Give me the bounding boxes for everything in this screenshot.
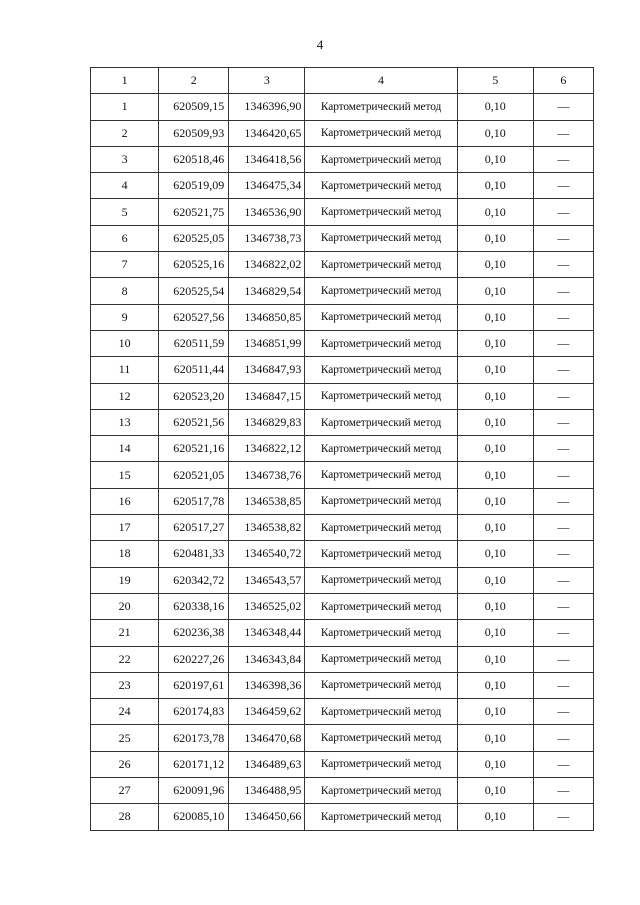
point-number-cell: 9 xyxy=(91,304,159,330)
description-cell: — xyxy=(533,567,593,593)
x-coordinate-cell: 620227,26 xyxy=(159,646,229,672)
method-cell: Картометрический метод xyxy=(305,462,457,488)
point-number-cell: 18 xyxy=(91,541,159,567)
description-cell: — xyxy=(533,357,593,383)
x-coordinate-cell: 620085,10 xyxy=(159,804,229,830)
point-number-cell: 8 xyxy=(91,278,159,304)
accuracy-cell: 0,10 xyxy=(457,646,533,672)
point-number-cell: 16 xyxy=(91,488,159,514)
description-cell: — xyxy=(533,751,593,777)
description-cell: — xyxy=(533,383,593,409)
column-header: 6 xyxy=(533,68,593,94)
y-coordinate-cell: 1346348,44 xyxy=(229,620,305,646)
method-cell: Картометрический метод xyxy=(305,672,457,698)
description-cell: — xyxy=(533,199,593,225)
y-coordinate-cell: 1346847,15 xyxy=(229,383,305,409)
x-coordinate-cell: 620521,75 xyxy=(159,199,229,225)
page-number: 4 xyxy=(316,37,324,52)
method-cell: Картометрический метод xyxy=(305,778,457,804)
description-cell: — xyxy=(533,646,593,672)
table-row xyxy=(91,409,594,435)
accuracy-cell: 0,10 xyxy=(457,567,533,593)
x-coordinate-cell: 620481,33 xyxy=(159,541,229,567)
point-number-cell: 13 xyxy=(91,409,159,435)
x-coordinate-cell: 620521,05 xyxy=(159,462,229,488)
accuracy-cell: 0,10 xyxy=(457,409,533,435)
accuracy-cell: 0,10 xyxy=(457,488,533,514)
description-cell: — xyxy=(533,409,593,435)
x-coordinate-cell: 620091,96 xyxy=(159,778,229,804)
accuracy-cell: 0,10 xyxy=(457,199,533,225)
x-coordinate-cell: 620236,38 xyxy=(159,620,229,646)
description-cell: — xyxy=(533,120,593,146)
y-coordinate-cell: 1346459,62 xyxy=(229,699,305,725)
y-coordinate-cell: 1346538,85 xyxy=(229,488,305,514)
point-number-cell: 7 xyxy=(91,252,159,278)
description-cell: — xyxy=(533,593,593,619)
y-coordinate-cell: 1346847,93 xyxy=(229,357,305,383)
description-cell: — xyxy=(533,225,593,251)
x-coordinate-cell: 620525,54 xyxy=(159,278,229,304)
method-cell: Картометрический метод xyxy=(305,252,457,278)
accuracy-cell: 0,10 xyxy=(457,120,533,146)
description-cell: — xyxy=(533,94,593,120)
method-cell: Картометрический метод xyxy=(305,804,457,830)
y-coordinate-cell: 1346822,12 xyxy=(229,436,305,462)
accuracy-cell: 0,10 xyxy=(457,330,533,356)
table-row xyxy=(91,94,594,120)
y-coordinate-cell: 1346738,76 xyxy=(229,462,305,488)
point-number-cell: 17 xyxy=(91,515,159,541)
table-row xyxy=(91,199,594,225)
y-coordinate-cell: 1346420,65 xyxy=(229,120,305,146)
y-coordinate-cell: 1346398,36 xyxy=(229,672,305,698)
point-number-cell: 1 xyxy=(91,94,159,120)
x-coordinate-cell: 620519,09 xyxy=(159,173,229,199)
y-coordinate-cell: 1346525,02 xyxy=(229,593,305,619)
table-header-row xyxy=(91,68,594,94)
method-cell: Картометрический метод xyxy=(305,409,457,435)
column-header: 1 xyxy=(91,68,159,94)
x-coordinate-cell: 620509,15 xyxy=(159,94,229,120)
point-number-cell: 2 xyxy=(91,120,159,146)
x-coordinate-cell: 620517,78 xyxy=(159,488,229,514)
description-cell: — xyxy=(533,173,593,199)
table-row xyxy=(91,436,594,462)
description-cell: — xyxy=(533,304,593,330)
x-coordinate-cell: 620173,78 xyxy=(159,725,229,751)
table-row xyxy=(91,225,594,251)
description-cell: — xyxy=(533,462,593,488)
accuracy-cell: 0,10 xyxy=(457,751,533,777)
x-coordinate-cell: 620171,12 xyxy=(159,751,229,777)
accuracy-cell: 0,10 xyxy=(457,94,533,120)
method-cell: Картометрический метод xyxy=(305,94,457,120)
y-coordinate-cell: 1346470,68 xyxy=(229,725,305,751)
y-coordinate-cell: 1346851,99 xyxy=(229,330,305,356)
table-row xyxy=(91,383,594,409)
x-coordinate-cell: 620338,16 xyxy=(159,593,229,619)
point-number-cell: 27 xyxy=(91,778,159,804)
method-cell: Картометрический метод xyxy=(305,751,457,777)
accuracy-cell: 0,10 xyxy=(457,225,533,251)
y-coordinate-cell: 1346536,90 xyxy=(229,199,305,225)
method-cell: Картометрический метод xyxy=(305,593,457,619)
table-row xyxy=(91,146,594,172)
description-cell: — xyxy=(533,541,593,567)
y-coordinate-cell: 1346489,63 xyxy=(229,751,305,777)
description-cell: — xyxy=(533,804,593,830)
point-number-cell: 4 xyxy=(91,173,159,199)
x-coordinate-cell: 620511,44 xyxy=(159,357,229,383)
accuracy-cell: 0,10 xyxy=(457,252,533,278)
y-coordinate-cell: 1346418,56 xyxy=(229,146,305,172)
point-number-cell: 15 xyxy=(91,462,159,488)
y-coordinate-cell: 1346343,84 xyxy=(229,646,305,672)
x-coordinate-cell: 620521,16 xyxy=(159,436,229,462)
x-coordinate-cell: 620509,93 xyxy=(159,120,229,146)
y-coordinate-cell: 1346540,72 xyxy=(229,541,305,567)
point-number-cell: 12 xyxy=(91,383,159,409)
accuracy-cell: 0,10 xyxy=(457,725,533,751)
y-coordinate-cell: 1346829,83 xyxy=(229,409,305,435)
method-cell: Картометрический метод xyxy=(305,120,457,146)
point-number-cell: 26 xyxy=(91,751,159,777)
method-cell: Картометрический метод xyxy=(305,541,457,567)
accuracy-cell: 0,10 xyxy=(457,146,533,172)
table-row xyxy=(91,725,594,751)
accuracy-cell: 0,10 xyxy=(457,357,533,383)
method-cell: Картометрический метод xyxy=(305,383,457,409)
accuracy-cell: 0,10 xyxy=(457,173,533,199)
x-coordinate-cell: 620523,20 xyxy=(159,383,229,409)
y-coordinate-cell: 1346738,73 xyxy=(229,225,305,251)
method-cell: Картометрический метод xyxy=(305,620,457,646)
point-number-cell: 25 xyxy=(91,725,159,751)
table-row xyxy=(91,278,594,304)
point-number-cell: 23 xyxy=(91,672,159,698)
accuracy-cell: 0,10 xyxy=(457,593,533,619)
description-cell: — xyxy=(533,252,593,278)
point-number-cell: 24 xyxy=(91,699,159,725)
method-cell: Картометрический метод xyxy=(305,436,457,462)
accuracy-cell: 0,10 xyxy=(457,304,533,330)
y-coordinate-cell: 1346822,02 xyxy=(229,252,305,278)
point-number-cell: 10 xyxy=(91,330,159,356)
accuracy-cell: 0,10 xyxy=(457,515,533,541)
y-coordinate-cell: 1346450,66 xyxy=(229,804,305,830)
column-header: 2 xyxy=(159,68,229,94)
table-row xyxy=(91,462,594,488)
table-row xyxy=(91,488,594,514)
description-cell: — xyxy=(533,620,593,646)
accuracy-cell: 0,10 xyxy=(457,278,533,304)
method-cell: Картометрический метод xyxy=(305,488,457,514)
x-coordinate-cell: 620521,56 xyxy=(159,409,229,435)
y-coordinate-cell: 1346829,54 xyxy=(229,278,305,304)
table-row xyxy=(91,541,594,567)
x-coordinate-cell: 620525,05 xyxy=(159,225,229,251)
x-coordinate-cell: 620342,72 xyxy=(159,567,229,593)
accuracy-cell: 0,10 xyxy=(457,541,533,567)
method-cell: Картометрический метод xyxy=(305,699,457,725)
table-row xyxy=(91,330,594,356)
description-cell: — xyxy=(533,278,593,304)
x-coordinate-cell: 620174,83 xyxy=(159,699,229,725)
table-row xyxy=(91,120,594,146)
description-cell: — xyxy=(533,436,593,462)
description-cell: — xyxy=(533,488,593,514)
y-coordinate-cell: 1346850,85 xyxy=(229,304,305,330)
method-cell: Картометрический метод xyxy=(305,304,457,330)
method-cell: Картометрический метод xyxy=(305,646,457,672)
description-cell: — xyxy=(533,778,593,804)
point-number-cell: 6 xyxy=(91,225,159,251)
table-row xyxy=(91,304,594,330)
table-row xyxy=(91,699,594,725)
table-row xyxy=(91,593,594,619)
description-cell: — xyxy=(533,146,593,172)
description-cell: — xyxy=(533,330,593,356)
table-row xyxy=(91,252,594,278)
x-coordinate-cell: 620517,27 xyxy=(159,515,229,541)
point-number-cell: 21 xyxy=(91,620,159,646)
point-number-cell: 3 xyxy=(91,146,159,172)
description-cell: — xyxy=(533,515,593,541)
method-cell: Картометрический метод xyxy=(305,515,457,541)
table-row xyxy=(91,778,594,804)
point-number-cell: 20 xyxy=(91,593,159,619)
y-coordinate-cell: 1346475,34 xyxy=(229,173,305,199)
description-cell: — xyxy=(533,699,593,725)
table-row xyxy=(91,173,594,199)
table-row xyxy=(91,567,594,593)
point-number-cell: 28 xyxy=(91,804,159,830)
point-number-cell: 22 xyxy=(91,646,159,672)
method-cell: Картометрический метод xyxy=(305,357,457,383)
y-coordinate-cell: 1346488,95 xyxy=(229,778,305,804)
method-cell: Картометрический метод xyxy=(305,278,457,304)
accuracy-cell: 0,10 xyxy=(457,672,533,698)
column-header: 3 xyxy=(229,68,305,94)
point-number-cell: 19 xyxy=(91,567,159,593)
description-cell: — xyxy=(533,672,593,698)
point-number-cell: 5 xyxy=(91,199,159,225)
method-cell: Картометрический метод xyxy=(305,330,457,356)
method-cell: Картометрический метод xyxy=(305,199,457,225)
column-header: 5 xyxy=(457,68,533,94)
description-cell: — xyxy=(533,725,593,751)
x-coordinate-cell: 620511,59 xyxy=(159,330,229,356)
table-row xyxy=(91,357,594,383)
accuracy-cell: 0,10 xyxy=(457,804,533,830)
table-body xyxy=(91,94,594,830)
y-coordinate-cell: 1346543,57 xyxy=(229,567,305,593)
accuracy-cell: 0,10 xyxy=(457,699,533,725)
coordinates-table xyxy=(90,67,594,831)
method-cell: Картометрический метод xyxy=(305,567,457,593)
table-row xyxy=(91,672,594,698)
x-coordinate-cell: 620525,16 xyxy=(159,252,229,278)
x-coordinate-cell: 620197,61 xyxy=(159,672,229,698)
y-coordinate-cell: 1346538,82 xyxy=(229,515,305,541)
y-coordinate-cell: 1346396,90 xyxy=(229,94,305,120)
accuracy-cell: 0,10 xyxy=(457,620,533,646)
column-header: 4 xyxy=(305,68,457,94)
accuracy-cell: 0,10 xyxy=(457,436,533,462)
x-coordinate-cell: 620527,56 xyxy=(159,304,229,330)
accuracy-cell: 0,10 xyxy=(457,778,533,804)
table-row xyxy=(91,751,594,777)
accuracy-cell: 0,10 xyxy=(457,383,533,409)
accuracy-cell: 0,10 xyxy=(457,462,533,488)
point-number-cell: 11 xyxy=(91,357,159,383)
table-row xyxy=(91,515,594,541)
table-row xyxy=(91,804,594,830)
x-coordinate-cell: 620518,46 xyxy=(159,146,229,172)
point-number-cell: 14 xyxy=(91,436,159,462)
method-cell: Картометрический метод xyxy=(305,146,457,172)
table-row xyxy=(91,646,594,672)
method-cell: Картометрический метод xyxy=(305,725,457,751)
table-row xyxy=(91,620,594,646)
method-cell: Картометрический метод xyxy=(305,173,457,199)
method-cell: Картометрический метод xyxy=(305,225,457,251)
